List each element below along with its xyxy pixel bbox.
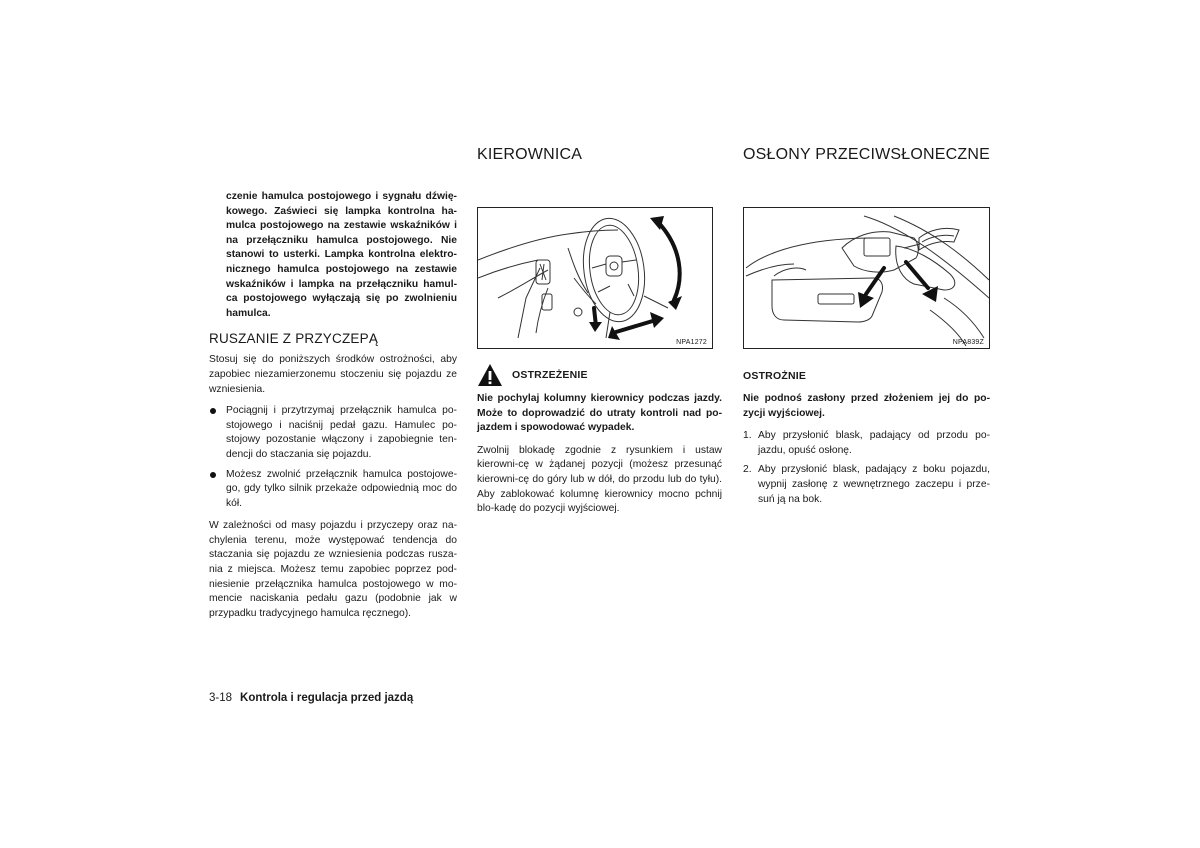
warning-text: Nie pochylaj kolumny kierownicy podczas jazdy. Może to doprowadzić do utraty kontroli nad po-jazdem i spowodować wypadek.: [477, 393, 722, 434]
sun-visor-steps: [743, 429, 990, 507]
caution-title: OSTROŻNIE: [743, 370, 807, 382]
steering-adjust-text: Zwolnij blokadę zgodnie z rysunkiem i ustaw kierowni-cę w żądanej pozycji (możesz przesunąć kierowni-cę do góry lub w dół, do przodu lub do tyłu). Aby zablokować kolumnę kierownicy mocno pchnij blo-kadę do pozycji wyjściowej.: [477, 444, 722, 515]
bullet-text: Możesz zwolnić przełącznik hamulca postojowe-go, gdy tylko silnik przekaże odpowiednią moc do kół.: [226, 468, 457, 509]
page-footer: [209, 692, 413, 704]
page-number: 3-18: [209, 692, 233, 704]
parking-brake-continuation: czenie hamulca postojowego i sygnału dźwię-kowego. Zaświeci się lampka kontrolna ha-mulca postojowego na zestawie wskaźników i na przełączniku hamulca postojowego. Nie stanowi to usterki. Lampka kontrolna elektro-nicznego hamulca postojowego na zestawie wskaźników i lampka na przełączniku hamul-ca postojowego wyłączają się po zwolnieniu hamulca.: [226, 191, 457, 319]
towing-bullet-list: [209, 404, 457, 511]
towing-start-heading: RUSZANIE Z PRZYCZEPĄ: [209, 331, 379, 347]
bullet-item: [209, 404, 457, 462]
sun-visor-figure: [743, 207, 990, 349]
bullet-icon: [210, 408, 216, 414]
warning-title: OSTRZEŻENIE: [512, 369, 588, 381]
warning-header: [477, 363, 722, 387]
figure-code: NPA839Z: [952, 339, 984, 346]
steering-wheel-illustration: [478, 208, 712, 348]
bullet-icon: [210, 472, 216, 478]
step-text: Aby przysłonić blask, padający od przodu po-jazdu, opuść osłonę.: [758, 430, 990, 456]
step-number: 2.: [743, 464, 752, 476]
steering-wheel-heading: KIEROWNICA: [477, 146, 583, 163]
chapter-title: Kontrola i regulacja przed jazdą: [240, 692, 414, 704]
bullet-item: [209, 468, 457, 512]
warning-triangle-icon: [477, 363, 503, 387]
right-column: [743, 145, 990, 507]
step-text: Aby przysłonić blask, padający z boku pojazdu, wypnij zasłonę z wewnętrznego zaczepu i prze-suń ją na bok.: [758, 464, 990, 505]
figure-code: NPA1272: [676, 339, 707, 346]
step-item: [743, 463, 990, 507]
bullet-text: Pociągnij i przytrzymaj przełącznik hamulca po-stojowego i naciśnij pedał gazu. Hamulec po-stojowy pozostanie włączony i zapobiegnie ten-dencji do staczania się pojazdu.: [226, 405, 457, 460]
sun-visor-illustration: [744, 208, 989, 348]
caution-text: Nie podnoś zasłony przed złożeniem jej do po-zycji wyjściowej.: [743, 393, 990, 419]
left-column: [209, 190, 457, 621]
step-item: [743, 429, 990, 458]
middle-column: [477, 145, 722, 517]
steering-wheel-figure: [477, 207, 713, 349]
sun-visor-heading: OSŁONY PRZECIWSŁONECZNE: [743, 146, 991, 163]
towing-closing-text: W zależności od masy pojazdu i przyczepy oraz na-chylenia terenu, może występować tendencja do staczania się pojazdu ze wzniesienia podczas rusza-nia z miejsca. Możesz temu zapobiec poprzez pod-niesienie przełącznika hamulca postojowego w mo-mencie naciskania pedału gazu (podobnie jak w przypadku tradycyjnego hamulca ręcznego).: [209, 520, 457, 619]
towing-intro-text: Stosuj się do poniższych środków ostrożności, aby zapobiec niezamierzonemu stoczeniu się pojazdu ze wzniesienia.: [209, 354, 457, 395]
step-number: 1.: [743, 430, 752, 442]
